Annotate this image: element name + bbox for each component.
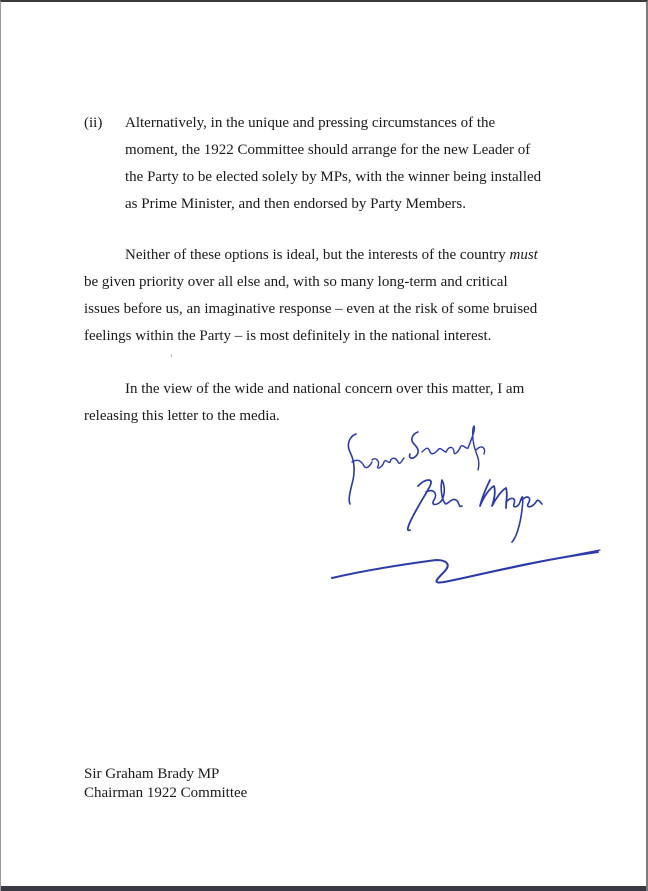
text-line: moment, the 1922 Committee should arrange for the new Leader of [125,142,531,158]
page-bottom-edge [1,886,646,891]
recipient-block [84,765,247,803]
text-line: issues before us, an imaginative response – even at the risk of some bruised [84,301,538,317]
paragraph-options [84,242,564,350]
text-line [84,242,564,269]
list-item-text [125,110,565,218]
text-line: the Party to be elected solely by MPs, with the winner being installed [125,169,542,185]
text-line: In the view of the wide and national concern over this matter, I am [125,381,525,397]
recipient-name: Sir Graham Brady MP [84,766,220,782]
text-line: feelings within the Party – is most definitely in the national interest. [84,328,492,344]
text-line: releasing this letter to the media. [84,408,280,424]
scan-speck [171,354,172,357]
text-run: Neither of these options is ideal, but the interests of the country [125,247,510,263]
text-line: be given priority over all else and, with so many long-term and critical [84,274,508,290]
emphasis-text: must [509,247,538,263]
text-line: Alternatively, in the unique and pressing circumstances of the [125,115,496,131]
text-line: as Prime Minister, and then endorsed by Party Members. [125,196,467,212]
handwritten-signature-icon [326,422,606,592]
recipient-title: Chairman 1922 Committee [84,785,248,801]
list-item-marker: (ii) [84,115,103,131]
